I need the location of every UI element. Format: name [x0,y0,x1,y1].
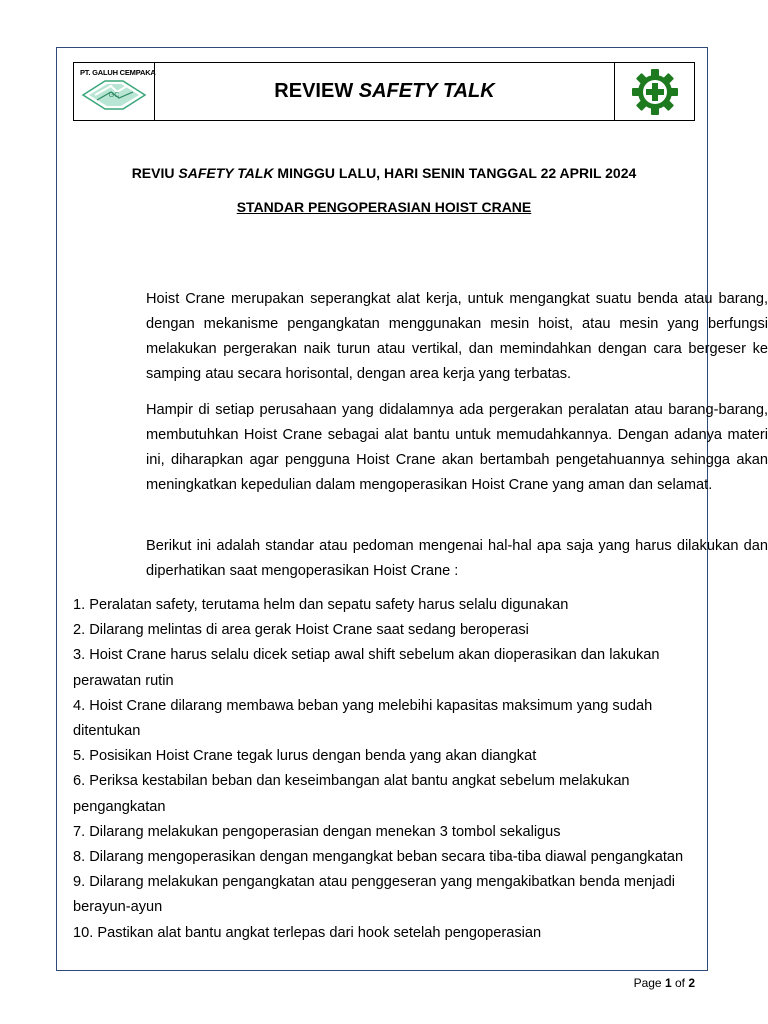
topic-heading: STANDAR PENGOPERASIAN HOIST CRANE [236,199,532,215]
list-item: 9. Dilarang melakukan pengangkatan atau penggeseran yang mengakibatkan benda menjadi berayun-ayun [73,874,676,916]
list-item: 7. Dilarang melakukan pengoperasian dengan menekan 3 tombol sekaligus [73,823,561,840]
review-subtitle [73,165,695,181]
list-item: 8. Dilarang mengoperasikan dengan mengangkat beban secara tiba-tiba diawal pengangkatan [73,849,684,866]
page-number [634,976,695,990]
paragraph-2: Hampir di setiap perusahaan yang didalamnya ada pergerakan peralatan atau barang-barang, membutuhkan Hoist Crane sebagai alat bantu untuk memudahkannya. Dengan adanya materi ini, diharapkan agar pengguna Hoist Crane akan bertambah pengetahuannya sehingga akan meningkatkan kepedulian dalam mengoperasikan Hoist Crane yang aman dan selamat. [146,402,768,493]
page-word: Page [633,976,665,990]
list-item: 5. Posisikan Hoist Crane tegak lurus dengan benda yang akan diangkat [73,748,537,765]
subtitle-part3: MINGGU LALU, HARI SENIN TANGGAL 22 APRIL 2024 [273,165,637,181]
list-item: 3. Hoist Crane harus selalu dicek setiap awal shift sebelum akan dioperasikan dan lakukan perawatan rutin [73,647,660,689]
k3-safety-gear-cross-icon [631,68,679,116]
document-header [73,62,695,121]
list-item: 4. Hoist Crane dilarang membawa beban yang melebihi kapasitas maksimum yang sudah ditentukan [73,697,653,740]
title-italic: SAFETY TALK [358,80,495,102]
page-current: 1 [664,976,672,990]
company-logo-cell [74,63,155,120]
safety-icon-cell [614,63,694,120]
list-item: 2. Dilarang melintas di area gerak Hoist Crane saat sedang beroperasi [73,622,529,639]
company-name: PT. GALUH CEMPAKA [80,68,156,77]
operating-standards-list [73,593,695,946]
subtitle-part1: REVIU [131,165,179,181]
paragraph-1: Hoist Crane merupakan seperangkat alat kerja, untuk mengangkat suatu benda atau barang, dengan mekanisme pengangkatan menggunakan mesin hoist, atau mesin yang berfungsi melakukan pergerakan naik turun atau vertikal, dan memindahkan dengan cara bergeser ke samping atau secara horisontal, dengan area kerja yang terbatas. [146,291,768,382]
title-prefix: REVIEW [274,80,359,102]
galuh-cempaka-logo-icon [81,78,147,112]
list-item: 1. Peralatan safety, terutama helm dan sepatu safety harus selalu digunakan [73,597,569,613]
svg-text:GC: GC [108,92,120,99]
list-item: 10. Pastikan alat bantu angkat terlepas dari hook setelah pengoperasian [73,924,542,941]
subtitle-italic: SAFETY TALK [178,165,274,181]
paragraph-3: Berikut ini adalah standar atau pedoman mengenai hal-hal apa saja yang harus dilakukan dan diperhatikan saat mengoperasikan Hoist Crane : [146,538,768,579]
page-total: 2 [688,976,695,990]
document-title [155,63,614,120]
of-word: of [671,976,689,990]
list-item: 6. Periksa kestabilan beban dan keseimbangan alat bantu angkat sebelum melakukan pengangkatan [73,773,630,815]
